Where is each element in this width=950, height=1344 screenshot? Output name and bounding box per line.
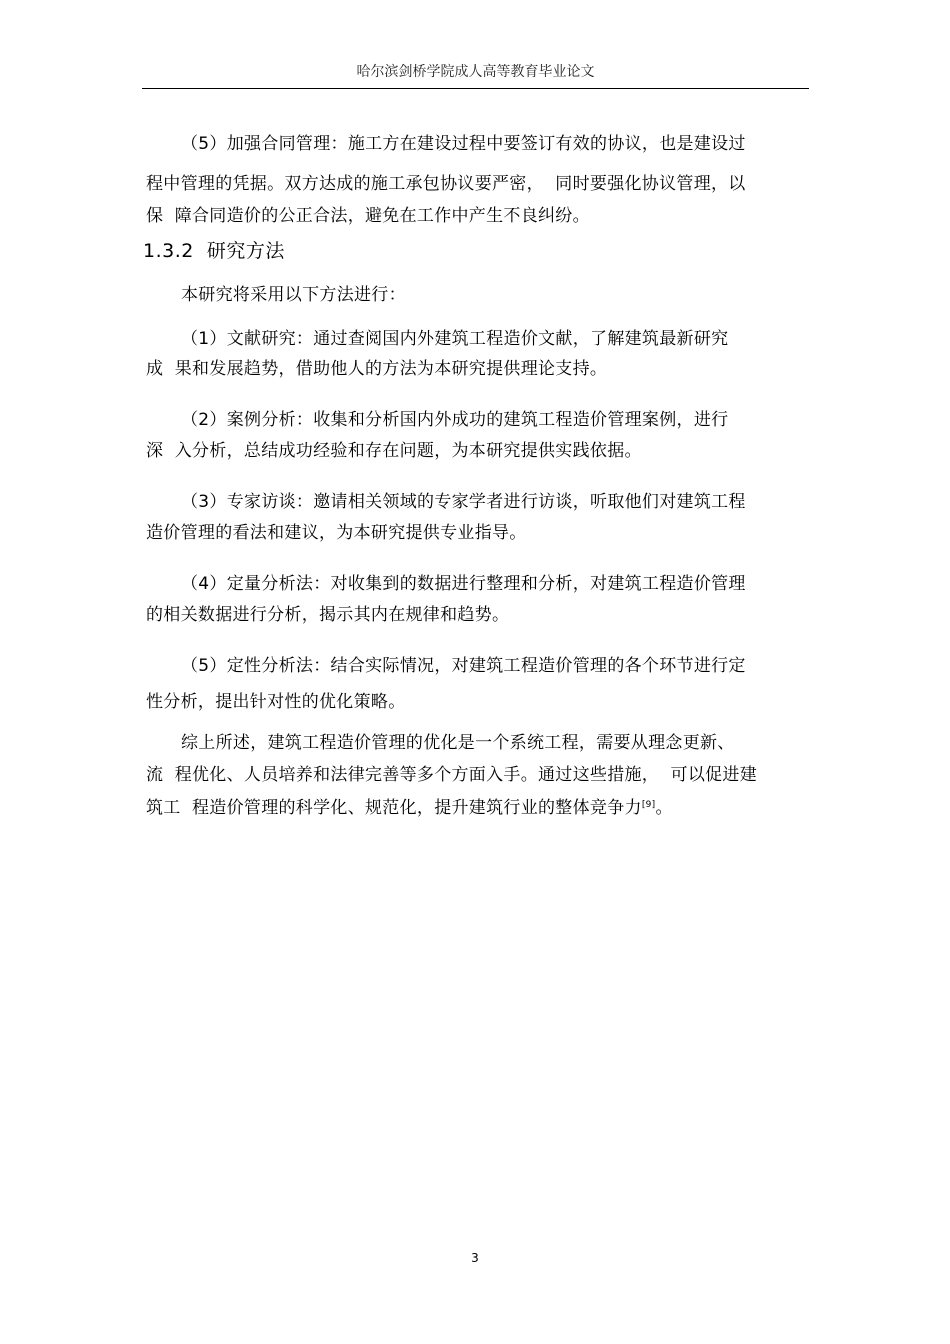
citation-reference: [9] bbox=[641, 800, 656, 810]
conclusion-line-3 bbox=[146, 796, 673, 820]
methods-intro: 本研究将采用以下方法进行： bbox=[181, 285, 406, 305]
method-literature-line-2: 成 果和发展趋势，借助他人的方法为本研究提供理论支持。 bbox=[146, 359, 608, 379]
page-number: 3 bbox=[471, 1251, 479, 1265]
conclusion-line-1: 综上所述，建筑工程造价管理的优化是一个系统工程，需要从理念更新、 bbox=[181, 733, 735, 753]
method-expert-line-2: 造价管理的看法和建议，为本研究提供专业指导。 bbox=[146, 523, 527, 543]
section-heading: 1.3.2 研究方法 bbox=[143, 240, 285, 262]
paragraph-contract-line-2: 程中管理的凭据。双方达成的施工承包协议要严密， 同时要强化协议管理，以 bbox=[146, 174, 746, 194]
conclusion-line-2: 流 程优化、人员培养和法律完善等多个方面入手。通过这些措施， 可以促进建 bbox=[146, 765, 758, 785]
method-quantitative-line-2: 的相关数据进行分析，揭示其内在规律和趋势。 bbox=[146, 605, 510, 625]
method-qualitative-line-2: 性分析，提出针对性的优化策略。 bbox=[146, 692, 406, 712]
header-divider bbox=[142, 88, 809, 89]
method-expert-line-1: （3）专家访谈：邀请相关领域的专家学者进行访谈，听取他们对建筑工程 bbox=[181, 492, 746, 512]
paragraph-contract-line-3: 保 障合同造价的公正合法，避免在工作中产生不良纠纷。 bbox=[146, 206, 590, 226]
method-case-line-2: 深 入分析，总结成功经验和存在问题，为本研究提供实践依据。 bbox=[146, 441, 642, 461]
method-literature-line-1: （1）文献研究：通过查阅国内外建筑工程造价文献，了解建筑最新研究 bbox=[181, 329, 729, 349]
method-case-line-1: （2）案例分析：收集和分析国内外成功的建筑工程造价管理案例，进行 bbox=[181, 410, 729, 430]
conclusion-line-3-text: 筑工 程造价管理的科学化、规范化，提升建筑行业的整体竞争力 bbox=[146, 798, 642, 818]
page-header: 哈尔滨剑桥学院成人高等教育毕业论文 bbox=[356, 64, 595, 80]
conclusion-line-3-end: 。 bbox=[655, 798, 673, 818]
method-quantitative-line-1: （4）定量分析法：对收集到的数据进行整理和分析，对建筑工程造价管理 bbox=[181, 574, 746, 594]
paragraph-contract-line-1: （5）加强合同管理：施工方在建设过程中要签订有效的协议，也是建设过 bbox=[181, 134, 746, 154]
method-qualitative-line-1: （5）定性分析法：结合实际情况，对建筑工程造价管理的各个环节进行定 bbox=[181, 656, 746, 676]
